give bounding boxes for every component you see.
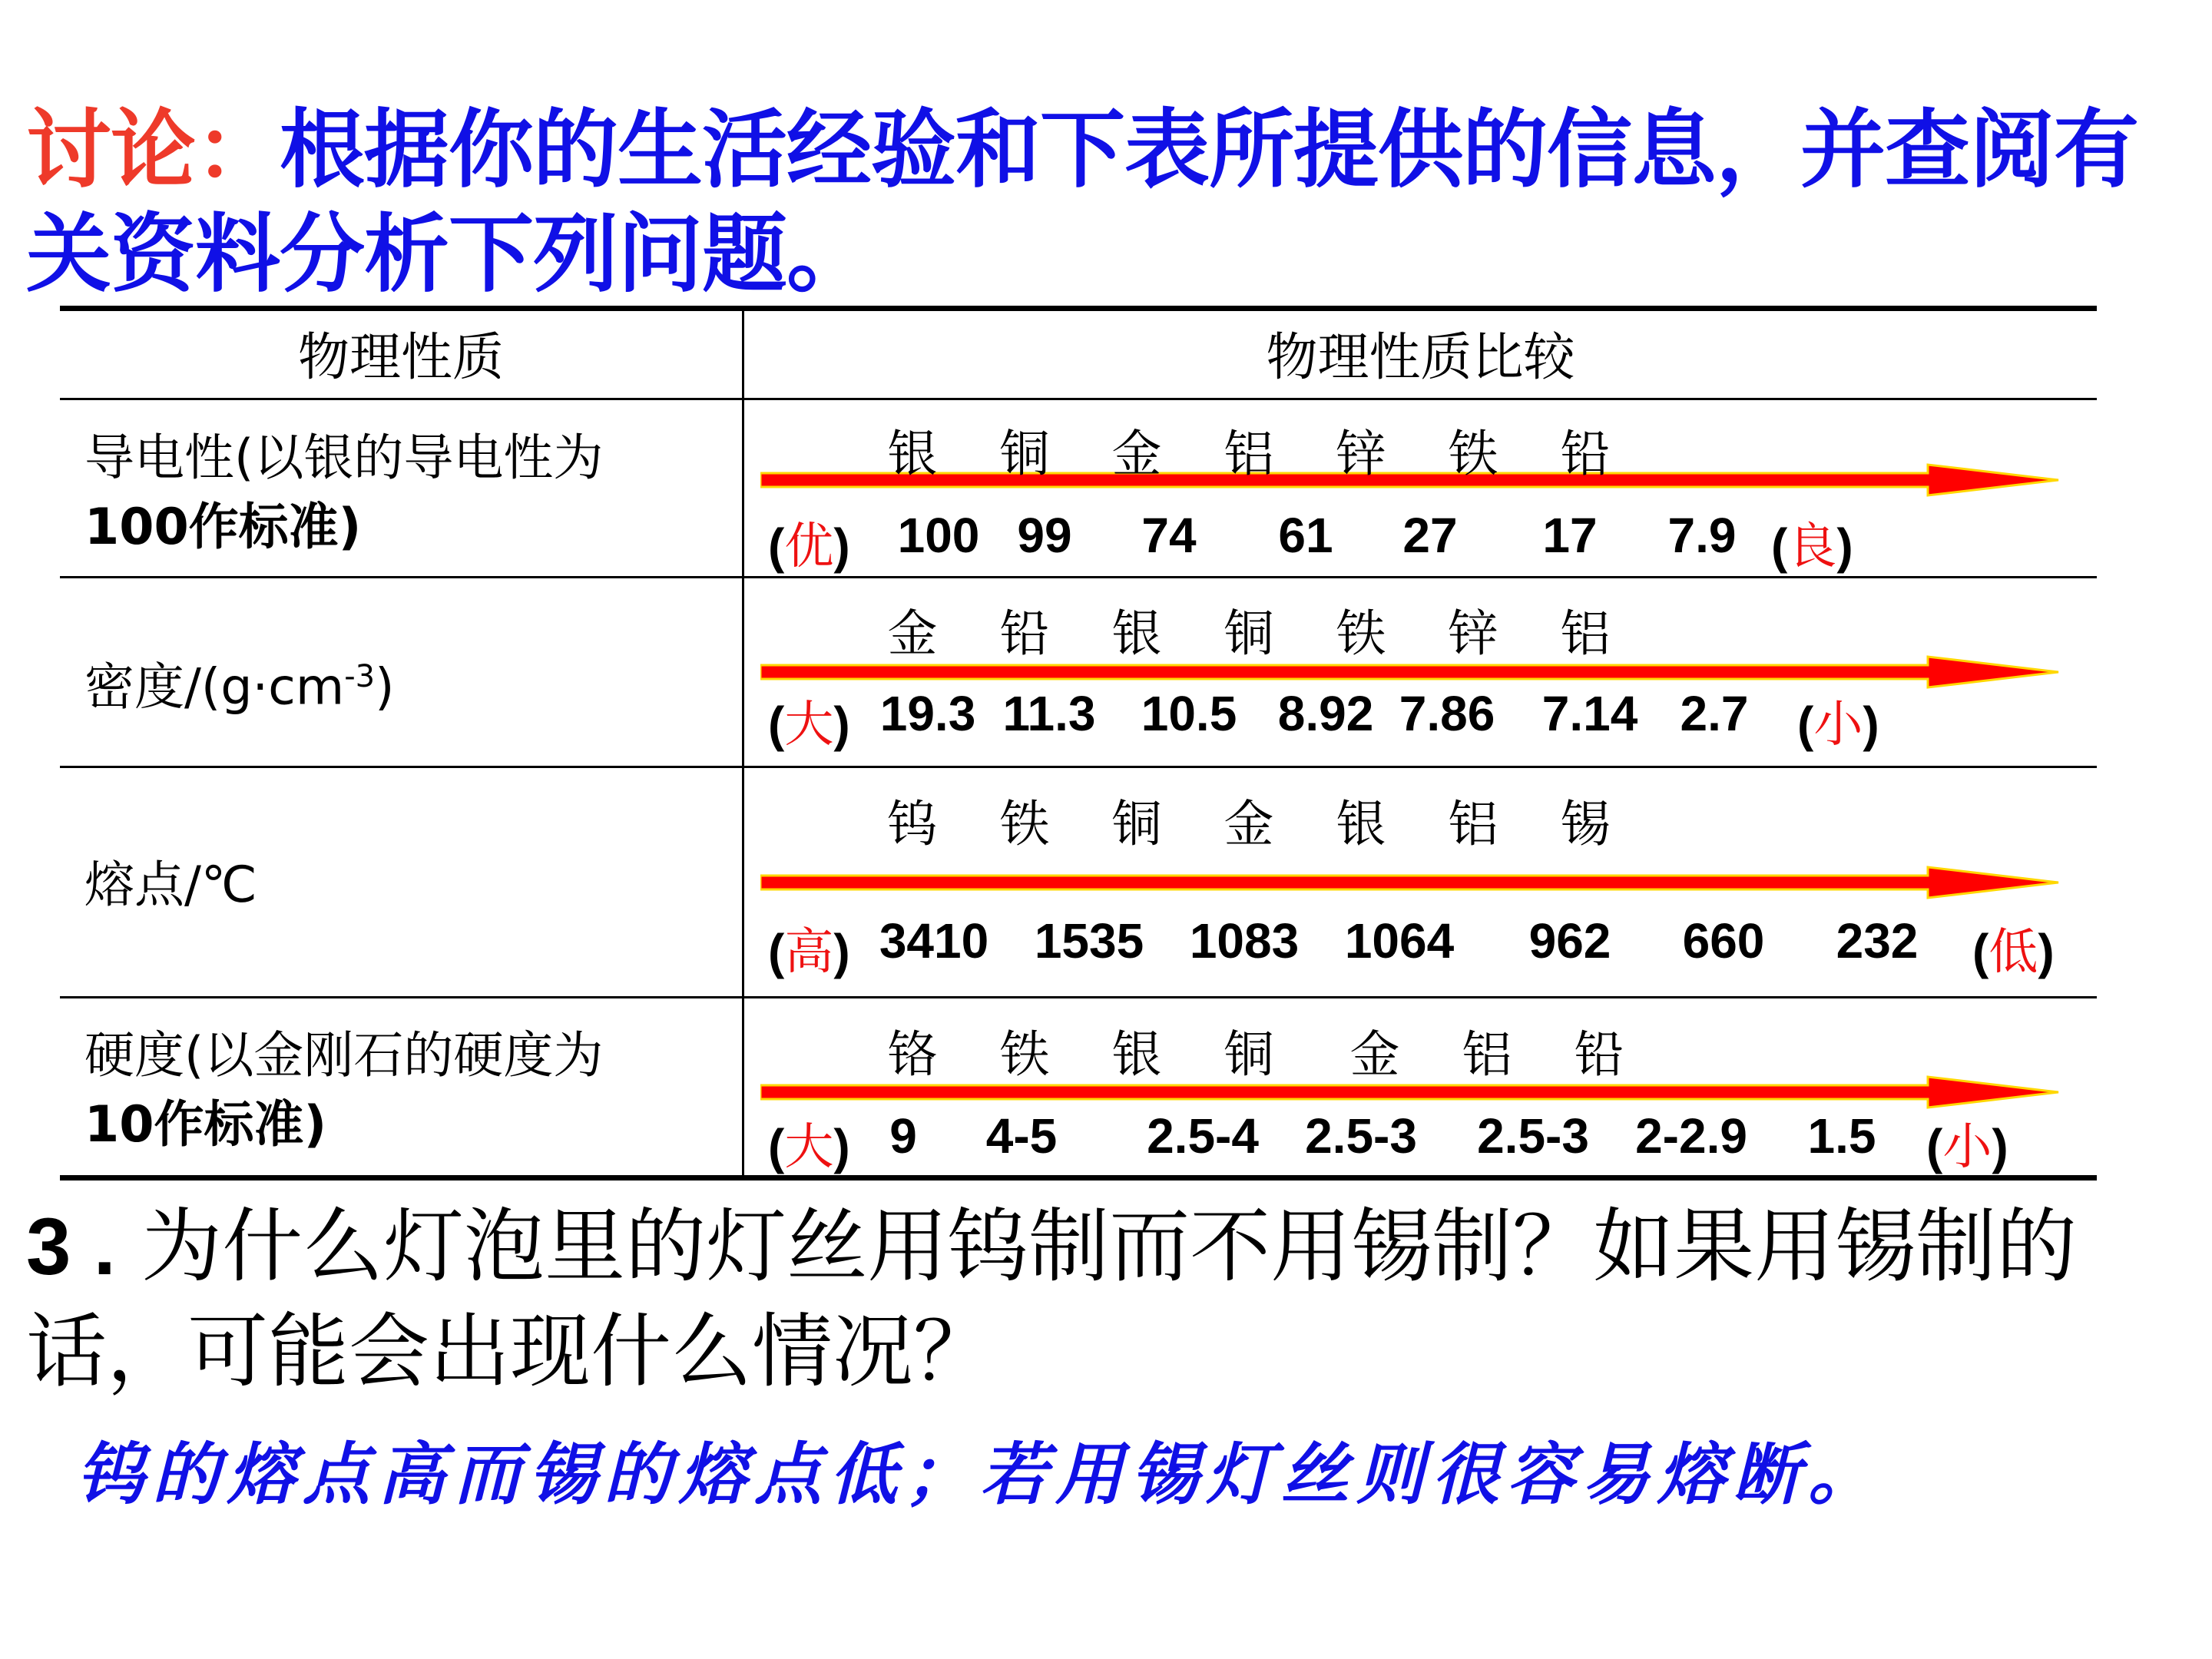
metal-label: 铜: [999, 426, 1050, 483]
intro-heading: [26, 98, 2200, 307]
value-label: 2.5-3: [1305, 1108, 1417, 1164]
property-density: [84, 642, 730, 723]
trend-arrow: [760, 463, 2066, 497]
metal-label: 铝: [1462, 1026, 1512, 1084]
metal-label: 铁: [999, 796, 1050, 853]
value-label: 2.7: [1680, 686, 1749, 741]
metal-label: 铝: [1448, 796, 1498, 853]
value-label: 1535: [1034, 913, 1144, 969]
metal-label: 银: [1111, 605, 1162, 663]
value-label: 7.14: [1541, 686, 1638, 741]
metal-label: 锡: [1560, 796, 1611, 853]
value-label: 17: [1542, 508, 1598, 563]
value-label: 10.5: [1141, 686, 1237, 741]
table-rule: [60, 766, 2097, 768]
property-line: 10作标准): [84, 1096, 327, 1154]
value-label: 2.5-3: [1477, 1108, 1589, 1164]
trend-arrow: [760, 655, 2066, 689]
start-word: 大: [784, 1119, 834, 1176]
end-mark: (良): [1771, 518, 1853, 575]
property-line: 100作标准): [84, 498, 362, 556]
table-bottom-rule: [60, 1175, 2097, 1181]
metal-label: 铁: [999, 1026, 1050, 1084]
property-close: ): [375, 658, 395, 717]
property-line: 熔点/℃: [84, 856, 257, 914]
metal-label: 铝: [1224, 426, 1274, 483]
start-word: 大: [784, 697, 834, 753]
value-label: 962: [1528, 913, 1611, 969]
end-word: 良: [1787, 518, 1837, 575]
value-label: 27: [1402, 508, 1458, 563]
start-word: 优: [784, 518, 834, 575]
value-label: 99: [1017, 508, 1072, 563]
question-text: 为什么灯泡里的灯丝用钨制而不用锡制？如果用锡制的话，可能会出现什么情况？: [26, 1200, 2078, 1399]
metal-label: 铁: [1336, 605, 1386, 663]
value-label: 1.5: [1807, 1108, 1876, 1164]
property-superscript: -3: [344, 659, 376, 694]
metal-label: 锌: [1336, 426, 1386, 483]
metal-label: 铅: [1560, 426, 1611, 483]
end-mark: (小): [1797, 697, 1879, 753]
metal-label: 铅: [999, 605, 1050, 663]
end-mark: (小): [1926, 1119, 2008, 1176]
value-label: 11.3: [1002, 686, 1096, 741]
value-label: 660: [1682, 913, 1765, 969]
metal-label: 金: [1224, 796, 1274, 853]
metal-label: 铬: [887, 1026, 938, 1084]
header-property: 物理性质: [298, 327, 504, 387]
property-line: 硬度(以金刚石的硬度为: [84, 1027, 604, 1084]
property-hardness: [84, 1022, 730, 1160]
value-label: 2-2.9: [1635, 1108, 1747, 1164]
end-word: 小: [1942, 1119, 1992, 1176]
question-3: [26, 1194, 2200, 1404]
value-label: 9: [889, 1108, 917, 1164]
metal-label: 金: [1111, 426, 1162, 483]
trend-arrow: [760, 866, 2066, 899]
metal-label: 钨: [887, 796, 938, 853]
property-line: 导电性(以银的导电性为: [84, 429, 604, 487]
value-label: 19.3: [879, 686, 976, 741]
metal-label: 铁: [1448, 426, 1498, 483]
metal-label: 铜: [1111, 796, 1162, 853]
metal-label: 铅: [1574, 1026, 1624, 1084]
table-column-divider: [742, 309, 744, 1177]
value-label: 3410: [879, 913, 989, 969]
metal-label: 金: [1349, 1026, 1400, 1084]
value-label: 7.9: [1667, 508, 1737, 563]
header-comparison: 物理性质比较: [1266, 327, 1575, 387]
value-label: 1083: [1189, 913, 1300, 969]
property-melting-point: [84, 851, 730, 920]
value-label: 1064: [1344, 913, 1455, 969]
property-conductivity: [84, 424, 730, 562]
end-word: 低: [1988, 924, 2038, 981]
metal-label: 银: [1336, 796, 1386, 853]
value-label: 100: [897, 508, 980, 563]
value-label: 2.5-4: [1147, 1108, 1259, 1164]
intro-text: 根据你的生活经验和下表所提供的信息，并查阅有关资料分析下列问题。: [26, 101, 2139, 304]
end-mark: (低): [1972, 924, 2055, 981]
metal-label: 锌: [1448, 605, 1498, 663]
start-mark: (高): [768, 924, 850, 981]
property-line: 密度/(g·cm: [84, 658, 345, 717]
value-label: 74: [1141, 508, 1197, 563]
end-word: 小: [1813, 697, 1863, 753]
trend-arrow: [760, 1075, 2066, 1109]
start-word: 高: [784, 924, 834, 981]
start-mark: (大): [768, 697, 850, 753]
value-label: 8.92: [1277, 686, 1374, 741]
metal-label: 铝: [1560, 605, 1611, 663]
intro-lead: 讨论：: [26, 101, 280, 200]
start-mark: (优): [768, 518, 850, 575]
question-number: 3 .: [26, 1202, 116, 1292]
metal-label: 铜: [1224, 605, 1274, 663]
metal-label: 金: [887, 605, 938, 663]
answer-text: 钨的熔点高而锡的熔点低；若用锡灯丝则很容易熔断。: [77, 1435, 1884, 1514]
start-mark: (大): [768, 1119, 850, 1176]
value-label: 4-5: [985, 1108, 1058, 1164]
metal-label: 铜: [1224, 1026, 1274, 1084]
value-label: 7.86: [1399, 686, 1495, 741]
value-label: 232: [1836, 913, 1919, 969]
table-rule: [60, 996, 2097, 998]
metal-label: 银: [887, 426, 938, 483]
metal-label: 银: [1111, 1026, 1162, 1084]
value-label: 61: [1278, 508, 1333, 563]
